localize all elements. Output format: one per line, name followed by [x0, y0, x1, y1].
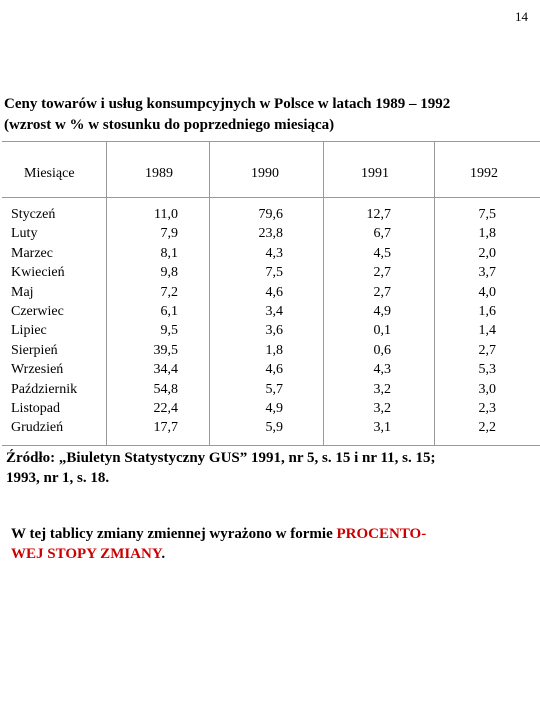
explanation-note — [11, 524, 531, 564]
value-cell-1990: 3,4 — [265, 304, 283, 320]
month-label: Lipiec — [11, 323, 47, 339]
value-cell-1992: 3,0 — [478, 381, 496, 397]
column-divider — [209, 142, 210, 445]
month-label: Kwiecień — [11, 265, 65, 281]
source-note — [6, 448, 536, 488]
table-title — [4, 94, 538, 136]
column-1990 — [259, 205, 284, 438]
value-cell-1991: 4,9 — [373, 304, 391, 320]
value-cell-1991: 4,3 — [373, 362, 391, 378]
value-cell-1992: 4,0 — [478, 284, 496, 300]
months-column — [11, 205, 77, 438]
header-year-1991: 1991 — [361, 166, 389, 181]
month-label: Marzec — [11, 245, 53, 261]
value-cell-1990: 4,6 — [265, 284, 283, 300]
value-cell-1991: 12,7 — [366, 207, 391, 222]
header-year-1989: 1989 — [145, 166, 173, 181]
value-cell-1991: 2,7 — [373, 265, 391, 281]
month-label: Grudzień — [11, 420, 64, 436]
value-cell-1992: 2,7 — [478, 342, 496, 358]
table-title-line1: Ceny towarów i usług konsumpcyjnych w Polsce w latach 1989 – 1992 — [4, 96, 451, 112]
value-cell-1990: 79,6 — [258, 207, 283, 222]
value-cell-1989: 9,5 — [160, 323, 178, 339]
value-cell-1989: 8,1 — [160, 245, 178, 261]
header-months: Miesiące — [24, 166, 75, 181]
column-divider — [323, 142, 324, 445]
month-label: Luty — [11, 226, 38, 242]
value-cell-1992: 3,7 — [478, 265, 496, 281]
value-cell-1990: 4,6 — [265, 362, 283, 378]
column-1991 — [367, 205, 392, 438]
note-text: W tej tablicy zmiany zmiennej wyrażono w formie — [11, 526, 337, 542]
month-label: Maj — [11, 284, 34, 300]
value-cell-1991: 3,1 — [373, 420, 391, 436]
month-label: Wrzesień — [11, 362, 64, 378]
value-cell-1991: 4,5 — [373, 245, 391, 261]
header-divider — [2, 197, 540, 198]
column-1989 — [154, 205, 179, 438]
value-cell-1989: 34,4 — [153, 362, 178, 378]
value-cell-1992: 2,3 — [478, 401, 496, 417]
value-cell-1991: 2,7 — [373, 284, 391, 300]
header-year-1992: 1992 — [470, 166, 498, 181]
note-period: . — [161, 546, 166, 562]
value-cell-1992: 5,3 — [478, 362, 496, 378]
column-divider — [106, 142, 107, 445]
month-label: Czerwiec — [11, 304, 64, 320]
value-cell-1991: 0,1 — [373, 323, 391, 339]
value-cell-1992: 2,0 — [478, 245, 496, 261]
value-cell-1991: 6,7 — [373, 226, 391, 242]
value-cell-1992: 1,8 — [478, 226, 496, 242]
note-highlight-1: PROCENTO- — [336, 526, 427, 542]
value-cell-1989: 22,4 — [153, 401, 178, 417]
value-cell-1989: 54,8 — [153, 381, 178, 397]
value-cell-1990: 4,3 — [265, 245, 283, 261]
value-cell-1990: 1,8 — [265, 342, 283, 358]
source-line2: 1993, nr 1, s. 18. — [6, 470, 110, 486]
value-cell-1990: 4,9 — [265, 401, 283, 417]
value-cell-1990: 3,6 — [265, 323, 283, 339]
value-cell-1989: 7,2 — [160, 284, 178, 300]
value-cell-1990: 5,9 — [265, 420, 283, 436]
page-number: 14 — [515, 9, 528, 24]
column-divider — [434, 142, 435, 445]
value-cell-1990: 23,8 — [258, 226, 283, 242]
value-cell-1991: 0,6 — [373, 342, 391, 358]
month-label: Listopad — [11, 401, 60, 417]
value-cell-1992: 1,4 — [478, 323, 496, 339]
value-cell-1989: 11,0 — [154, 207, 178, 222]
month-label: Sierpień — [11, 342, 58, 358]
value-cell-1990: 7,5 — [265, 265, 283, 281]
month-label: Październik — [11, 381, 78, 397]
value-cell-1989: 9,8 — [160, 265, 178, 281]
source-line1: Źródło: „Biuletyn Statystyczny GUS” 1991, nr 5, s. 15 i nr 11, s. 15; — [6, 450, 436, 466]
table-title-line2: (wzrost w % w stosunku do poprzedniego miesiąca) — [4, 117, 335, 133]
value-cell-1992: 2,2 — [478, 420, 496, 436]
value-cell-1990: 5,7 — [265, 381, 283, 397]
month-label: Styczeń — [11, 207, 56, 222]
value-cell-1989: 17,7 — [153, 420, 178, 436]
value-cell-1991: 3,2 — [373, 401, 391, 417]
value-cell-1989: 6,1 — [160, 304, 178, 320]
value-cell-1991: 3,2 — [373, 381, 391, 397]
value-cell-1989: 7,9 — [160, 226, 178, 242]
note-highlight-2: WEJ STOPY ZMIANY — [11, 546, 162, 562]
value-cell-1992: 1,6 — [478, 304, 496, 320]
value-cell-1992: 7,5 — [478, 207, 496, 222]
header-year-1990: 1990 — [251, 166, 279, 181]
column-1992 — [479, 205, 497, 438]
price-table — [2, 141, 540, 446]
value-cell-1989: 39,5 — [153, 342, 178, 358]
